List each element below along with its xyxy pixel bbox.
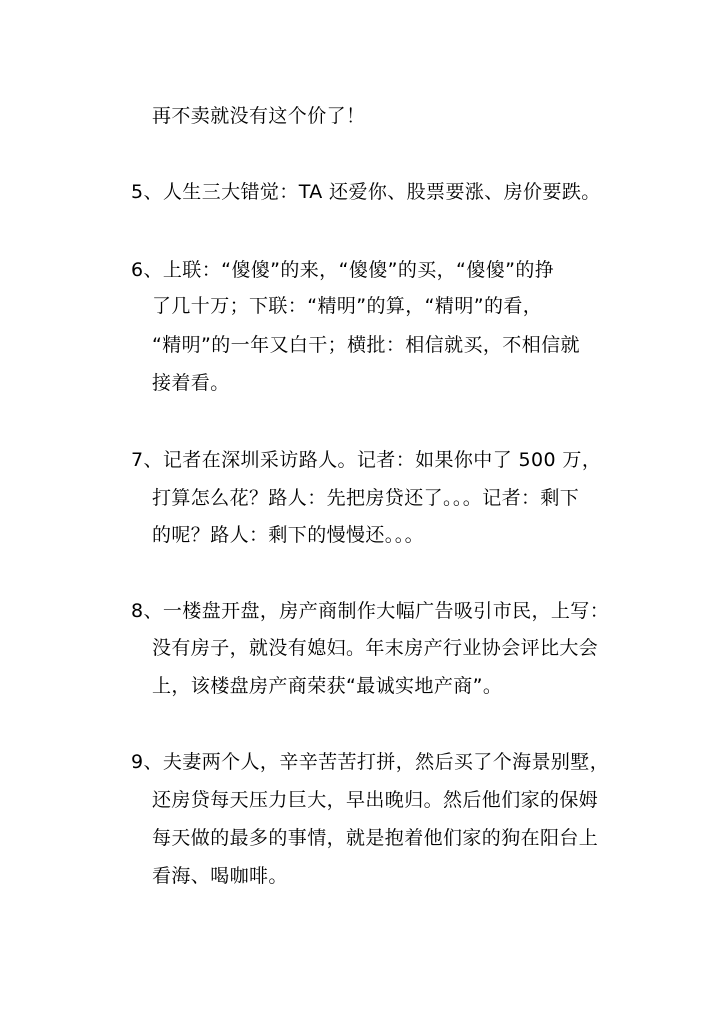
- item-9-line-4: 看海、喝咖啡。: [152, 865, 288, 887]
- item-6-line-2: 了几十万；下联：“精明”的算，“精明”的看，: [152, 295, 543, 317]
- item-5-line-1: 5、人生三大错觉：TA 还爱你、股票要涨、房价要跌。: [131, 181, 601, 203]
- item-8-line-2: 没有房子，就没有媳妇。年末房产行业协会评比大会: [152, 637, 599, 659]
- item-7-line-2: 打算怎么花？路人：先把房贷还了。。。记者：剩下: [152, 487, 580, 509]
- item-6-line-3: “精明”的一年又白干；横批：相信就买，不相信就: [152, 334, 580, 356]
- item-6-line-1: 6、上联：“傻傻”的来，“傻傻”的买，“傻傻”的挣: [131, 259, 555, 281]
- continuation-line-1: 再不卖就没有这个价了！: [152, 105, 366, 127]
- item-9-line-2: 还房贷每天压力巨大，早出晚归。然后他们家的保姆: [152, 789, 599, 811]
- item-8-line-3: 上，该楼盘房产商荣获“最诚实地产商”。: [152, 675, 503, 697]
- item-8-line-1: 8、一楼盘开盘，房产商制作大幅广告吸引市民，上写：: [131, 600, 610, 622]
- item-7-line-3: 的呢？路人：剩下的慢慢还。。。: [152, 524, 425, 546]
- item-9-line-1: 9、夫妻两个人，辛辛苦苦打拼，然后买了个海景别墅，: [131, 751, 610, 773]
- item-7-line-1: 7、记者在深圳采访路人。记者：如果你中了 500 万，: [131, 449, 602, 471]
- item-6-line-4: 接着看。: [152, 372, 230, 394]
- item-9-line-3: 每天做的最多的事情，就是抱着他们家的狗在阳台上: [152, 827, 599, 849]
